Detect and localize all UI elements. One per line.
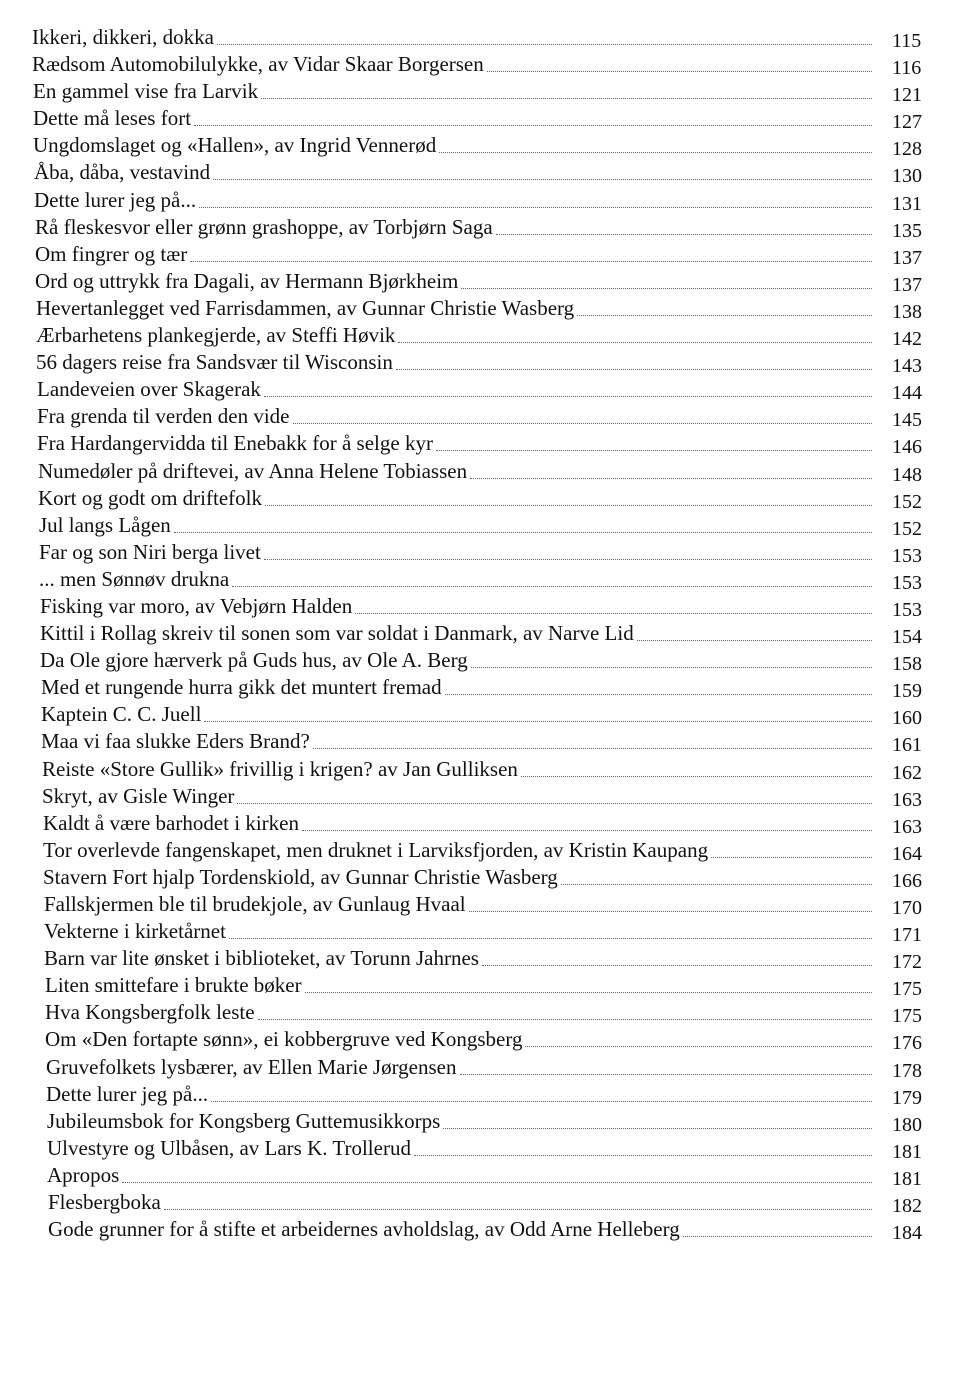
toc-entry-title: Gode grunner for å stifte et arbeidernes avholdslag, av Odd Arne Helleberg — [48, 1217, 680, 1242]
toc-entry — [0, 1162, 960, 1189]
toc-entry — [0, 891, 960, 918]
dot-leader — [577, 315, 872, 316]
dot-leader — [232, 586, 872, 587]
dot-leader — [305, 992, 872, 993]
toc-entry — [0, 647, 960, 674]
toc-entry-page-number: 162 — [892, 761, 922, 784]
toc-entry-title: Hva Kongsbergfolk leste — [45, 1000, 255, 1025]
toc-entry — [0, 674, 960, 701]
dot-leader — [204, 721, 872, 722]
toc-entry-title: Kaptein C. C. Juell — [41, 702, 202, 727]
dot-leader — [164, 1209, 872, 1210]
toc-entry — [0, 458, 960, 485]
toc-entry-page-number: 146 — [892, 436, 922, 459]
dot-leader — [264, 396, 872, 397]
dot-leader — [122, 1182, 872, 1183]
toc-entry-title: Far og son Niri berga livet — [39, 539, 261, 564]
toc-entry — [0, 1135, 960, 1162]
table-of-contents — [0, 24, 960, 1243]
toc-entry — [0, 268, 960, 295]
dot-leader — [194, 125, 872, 126]
toc-entry-page-number: 152 — [892, 490, 922, 513]
dot-leader — [443, 1128, 872, 1129]
toc-entry-page-number: 142 — [892, 328, 922, 351]
dot-leader — [470, 478, 872, 479]
toc-entry — [0, 837, 960, 864]
dot-leader — [264, 559, 872, 560]
toc-entry — [0, 972, 960, 999]
toc-entry — [0, 105, 960, 132]
toc-entry-page-number: 143 — [892, 355, 922, 378]
toc-entry-title: Liten smittefare i brukte bøker — [45, 973, 302, 998]
toc-entry — [0, 187, 960, 214]
toc-entry-title: Rå fleskesvor eller grønn grashoppe, av Torbjørn Saga — [35, 214, 493, 239]
toc-entry — [0, 512, 960, 539]
toc-entry-title: Ulvestyre og Ulbåsen, av Lars K. Trollerud — [47, 1135, 411, 1160]
dot-leader — [436, 450, 872, 451]
toc-entry-title: Fallskjermen ble til brudekjole, av Gunlaug Hvaal — [44, 892, 466, 916]
toc-entry-title: Ungdomslaget og «Hallen», av Ingrid Vennerød — [33, 133, 437, 158]
toc-entry-title: Kaldt å være barhodet i kirken — [43, 810, 299, 835]
toc-entry — [0, 1026, 960, 1053]
toc-entry-title: Åba, dåba, vestavind — [34, 160, 211, 185]
toc-entry-page-number: 159 — [892, 680, 922, 703]
toc-entry-title: Ord og uttrykk fra Dagali, av Hermann Bjørkheim — [35, 268, 459, 293]
toc-entry — [0, 999, 960, 1026]
dot-leader — [313, 748, 872, 749]
toc-entry-page-number: 181 — [892, 1167, 922, 1190]
dot-leader — [199, 207, 872, 208]
dot-leader — [213, 179, 872, 180]
toc-entry-page-number: 144 — [892, 382, 922, 405]
toc-entry-page-number: 176 — [892, 1032, 922, 1055]
toc-entry-title: Kittil i Rollag skreiv til sonen som var soldat i Danmark, av Narve Lid — [40, 621, 634, 646]
toc-entry — [0, 1081, 960, 1108]
toc-entry-title: Fra grenda til verden den vide — [37, 404, 290, 429]
toc-entry — [0, 403, 960, 430]
dot-leader — [445, 694, 872, 695]
dot-leader — [414, 1155, 872, 1156]
toc-entry-page-number: 181 — [892, 1140, 922, 1163]
dot-leader — [469, 911, 872, 912]
toc-entry-title: Maa vi faa slukke Eders Brand? — [41, 729, 310, 754]
toc-entry — [0, 51, 960, 78]
toc-entry — [0, 78, 960, 105]
toc-entry — [0, 159, 960, 186]
toc-entry — [0, 701, 960, 728]
dot-leader — [471, 667, 872, 668]
dot-leader — [355, 613, 872, 614]
toc-entry — [0, 1189, 960, 1216]
dot-leader — [174, 532, 872, 533]
toc-entry-page-number: 138 — [892, 300, 922, 323]
toc-entry-title: Da Ole gjore hærverk på Guds hus, av Ole A. Berg — [40, 648, 468, 673]
toc-entry-page-number: 152 — [892, 517, 922, 540]
dot-leader — [487, 71, 872, 72]
dot-leader — [460, 1074, 872, 1075]
dot-leader — [302, 830, 872, 831]
toc-entry-page-number: 182 — [892, 1195, 922, 1218]
toc-entry-title: Kort og godt om driftefolk — [38, 485, 262, 510]
toc-entry-page-number: 153 — [892, 571, 922, 594]
toc-entry — [0, 593, 960, 620]
toc-entry-page-number: 184 — [892, 1222, 922, 1245]
toc-entry — [0, 132, 960, 159]
toc-entry-title: Fra Hardangervidda til Enebakk for å selge kyr — [37, 431, 433, 456]
dot-leader — [482, 965, 872, 966]
toc-entry-title: Ærbarhetens plankegjerde, av Steffi Høvik — [36, 323, 396, 348]
dot-leader — [237, 803, 872, 804]
toc-entry — [0, 728, 960, 755]
toc-entry-page-number: 175 — [892, 978, 922, 1001]
toc-entry-title: Dette lurer jeg på... — [46, 1081, 209, 1106]
dot-leader — [521, 776, 872, 777]
toc-entry-page-number: 128 — [892, 138, 922, 161]
dot-leader — [211, 1101, 872, 1102]
toc-entry-page-number: 130 — [892, 165, 922, 188]
toc-entry-title: Dette lurer jeg på... — [34, 187, 197, 212]
toc-entry-title: Tor overlevde fangenskapet, men druknet i Larviksfjorden, av Kristin Kaupang — [43, 837, 709, 862]
toc-entry-page-number: 148 — [892, 463, 922, 486]
dot-leader — [229, 938, 872, 939]
toc-entry-title: Numedøler på driftevei, av Anna Helene Tobiassen — [38, 458, 468, 483]
toc-entry — [0, 783, 960, 810]
toc-entry — [0, 376, 960, 403]
toc-entry-title: Om fingrer og tær — [35, 241, 188, 266]
toc-entry — [0, 295, 960, 322]
toc-entry — [0, 241, 960, 268]
toc-entry-page-number: 154 — [892, 626, 922, 649]
toc-entry-page-number: 178 — [892, 1059, 922, 1082]
toc-entry-page-number: 163 — [892, 788, 922, 811]
dot-leader — [217, 44, 872, 45]
dot-leader — [637, 640, 872, 641]
toc-entry — [0, 918, 960, 945]
toc-entry-page-number: 163 — [892, 815, 922, 838]
toc-entry-title: Flesbergboka — [48, 1190, 161, 1215]
toc-entry-page-number: 164 — [892, 842, 922, 865]
toc-entry-page-number: 137 — [892, 273, 922, 296]
toc-entry-title: Gruvefolkets lysbærer, av Ellen Marie Jørgensen — [46, 1054, 457, 1079]
toc-entry-title: Skryt, av Gisle Winger — [42, 783, 235, 808]
toc-entry-title: Barn var lite ønsket i biblioteket, av Torunn Jahrnes — [44, 946, 479, 971]
toc-entry-page-number: 175 — [892, 1005, 922, 1028]
dot-leader — [561, 884, 872, 885]
toc-entry-title: Med et rungende hurra gikk det muntert fremad — [41, 675, 442, 700]
toc-entry-page-number: 166 — [892, 869, 922, 892]
toc-entry-title: Fisking var moro, av Vebjørn Halden — [40, 593, 353, 618]
toc-entry-title: Apropos — [47, 1162, 120, 1187]
toc-entry — [0, 864, 960, 891]
toc-entry-title: Reiste «Store Gullik» frivillig i krigen? av Jan Gulliksen — [42, 756, 518, 781]
toc-entry — [0, 1108, 960, 1135]
toc-entry-page-number: 153 — [892, 598, 922, 621]
toc-entry — [0, 566, 960, 593]
toc-entry-page-number: 171 — [892, 924, 922, 947]
toc-entry-title: Hevertanlegget ved Farrisdammen, av Gunnar Christie Wasberg — [36, 295, 575, 320]
toc-entry-page-number: 160 — [892, 707, 922, 730]
toc-entry-title: Om «Den fortapte sønn», ei kobbergruve ved Kongsberg — [45, 1027, 523, 1052]
toc-entry-page-number: 131 — [892, 192, 922, 215]
dot-leader — [461, 288, 872, 289]
toc-entry — [0, 322, 960, 349]
toc-entry-page-number: 179 — [892, 1086, 922, 1109]
toc-entry-title: ... men Sønnøv drukna — [39, 566, 230, 591]
toc-entry-page-number: 127 — [892, 111, 922, 134]
toc-entry-page-number: 135 — [892, 219, 922, 242]
dot-leader — [190, 261, 872, 262]
toc-entry — [0, 1216, 960, 1243]
toc-entry-title: Ikkeri, dikkeri, dokka — [32, 25, 214, 49]
toc-entry — [0, 756, 960, 783]
toc-entry-title: 56 dagers reise fra Sandsvær til Wisconsin — [36, 350, 393, 375]
dot-leader — [261, 98, 872, 99]
toc-entry — [0, 430, 960, 457]
dot-leader — [293, 423, 872, 424]
dot-leader — [398, 342, 872, 343]
toc-entry-page-number: 161 — [892, 734, 922, 757]
toc-entry-title: Landeveien over Skagerak — [37, 377, 261, 402]
dot-leader — [525, 1046, 872, 1047]
toc-entry-page-number: 180 — [892, 1113, 922, 1136]
toc-entry — [0, 810, 960, 837]
dot-leader — [265, 505, 872, 506]
toc-entry — [0, 349, 960, 376]
toc-entry-title: Jul langs Lågen — [39, 512, 171, 537]
toc-entry — [0, 24, 960, 51]
toc-entry-title: Stavern Fort hjalp Tordenskiold, av Gunnar Christie Wasberg — [43, 864, 558, 889]
dot-leader — [396, 369, 872, 370]
toc-entry-page-number: 170 — [892, 897, 922, 919]
toc-entry-title: Vekterne i kirketårnet — [44, 919, 226, 944]
toc-entry-page-number: 137 — [892, 246, 922, 269]
toc-entry-page-number: 115 — [892, 30, 922, 52]
toc-entry-page-number: 172 — [892, 951, 922, 974]
toc-entry-title: Rædsom Automobilulykke, av Vidar Skaar Borgersen — [32, 52, 484, 77]
toc-entry-title: Dette må leses fort — [33, 106, 192, 131]
toc-entry — [0, 485, 960, 512]
dot-leader — [439, 152, 872, 153]
toc-entry-page-number: 153 — [892, 544, 922, 567]
dot-leader — [258, 1019, 872, 1020]
toc-entry-title: Jubileumsbok for Kongsberg Guttemusikkorps — [47, 1108, 441, 1133]
dot-leader — [496, 234, 872, 235]
toc-entry — [0, 214, 960, 241]
toc-entry-page-number: 158 — [892, 653, 922, 676]
toc-entry — [0, 620, 960, 647]
toc-entry-page-number: 116 — [892, 57, 922, 80]
toc-entry — [0, 539, 960, 566]
toc-entry-page-number: 121 — [892, 84, 922, 107]
dot-leader — [683, 1236, 872, 1237]
toc-entry-title: En gammel vise fra Larvik — [33, 79, 259, 104]
dot-leader — [711, 857, 872, 858]
toc-entry — [0, 1054, 960, 1081]
toc-entry-page-number: 145 — [892, 409, 922, 432]
toc-entry — [0, 945, 960, 972]
